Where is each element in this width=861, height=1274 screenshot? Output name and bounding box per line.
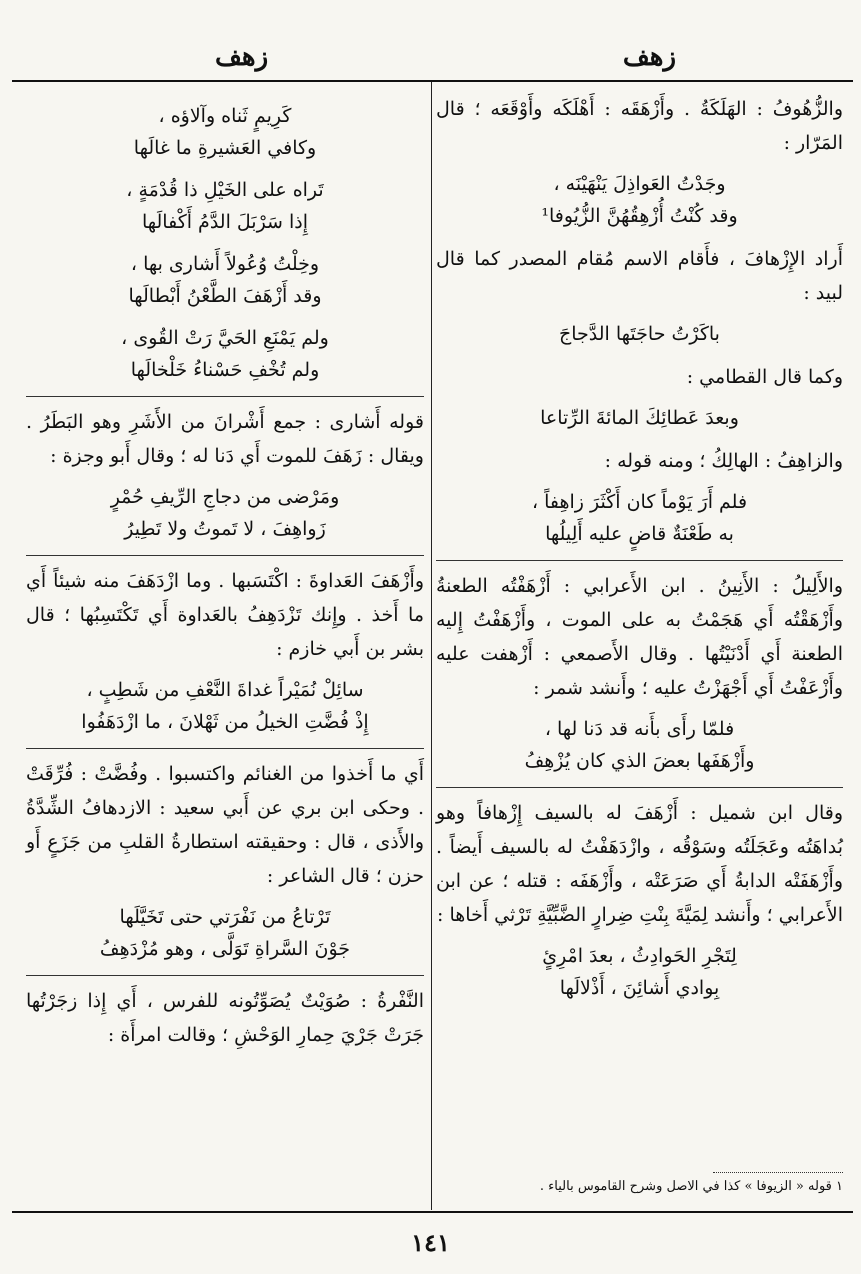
verse: [26, 674, 424, 738]
verse: [436, 713, 843, 777]
verse-line: ولم تُخْفِ حَسْناءُ خَلْخالَها: [130, 359, 320, 381]
verse-line: جَوْنَ السَّراةِ تَوَلَّى ، وهو مُزْدَهِفُ: [99, 938, 351, 960]
footnote: ١ قوله « الزيوفا » كذا في الاصل وشرح القاموس بالياء .: [539, 1179, 843, 1194]
paragraph: وأَزْهَفَ العَداوةَ : اكْتَسَبها . وما ازْدَهَفَ منه شيئاً أَي ما أَخذ . وإِنك تَزْدَهِفُ بالعَداوة أَي تَكْتَسِبُها ؛ قال بشر بن أَبي خازم :: [26, 570, 424, 660]
verse-line: وبعدَ عَطائِكَ المائةَ الرِّتاعا: [540, 407, 739, 429]
verse-line: فلم أَرَ يَوْماً كان أَكْثَرَ زاهِفاً ،: [531, 491, 748, 513]
section: [26, 748, 424, 893]
page-number: ١٤١: [411, 1228, 450, 1257]
right-column: [436, 92, 843, 1014]
paragraph: أَي ما أَخذوا من الغنائم واكتسبوا . وفُضَّتْ : فُرِّقَتْ . وحكى ابن بري عن أَبي سعيد : الازدهافُ الشِّدَّةُ والأَذى ، قال : وحقيقته استطارةُ القلبِ من جَزَعٍ أَو حزن ؛ قال الشاعر :: [26, 763, 424, 887]
column-divider: [431, 82, 432, 1210]
verse-line: وجَدْتُ العَواذِلَ يَنْهَيْنَه ،: [553, 173, 726, 195]
verse: [436, 940, 843, 1004]
paragraph: قوله أَشارى : جمع أَشْرانَ من الأَشَرِ وهو البَطَرُ . ويقال : زَهَفَ للموت أَي دَنا له ؛ وقال أَبو وجزة :: [26, 411, 424, 467]
verse: [436, 486, 843, 550]
section: [26, 975, 424, 1052]
section: [436, 560, 843, 705]
paragraph: وكما قال القطامي :: [686, 366, 843, 388]
top-rule: [12, 80, 853, 82]
paragraph: والأَلِيلُ : الأَنِينُ . ابن الأَعرابي : أَزْهَفْتُه الطعنةُ وأَزْهَقْتُه أَي هَجَمْتُ به على الموت ، وأَزْهَفْتُ إِليه الطعنة أَي أَدْنَيْتُها . وقال الأَصمعي : أَزْهفت عليه وأَزْعَفْتُ أَي أَجْهَزْتُ عليه ؛ وأَنشد شمر :: [436, 575, 843, 699]
verse-line: ومَرْضى من دجاجِ الرِّيفِ حُمْرٍ: [110, 486, 340, 508]
verse-line: زَواهِفَ ، لا تَموتُ ولا تَطِيرُ: [124, 518, 326, 540]
verse-line: إِذا سَرْبَلَ الدَّمُ أَكْفالَها: [141, 211, 309, 233]
verse: [26, 100, 424, 164]
header-left-word: زهف: [215, 42, 269, 72]
paragraph: أَراد الإِزْهافَ ، فأَقام الاسم مُقام المصدر كما قال لبيد :: [436, 248, 843, 304]
verse-line: وقد كُنْتُ أُزْهِقُهُنَّ الزُّيُوفا¹: [541, 205, 738, 227]
paragraph: النَّفْرةُ : صُوَيْتٌ يُصَوِّتُونه للفرس ، أَي إِذا زجَرْتُها جَرَتْ جَرْيَ حِمارِ الوَحْشِ ؛ وقالت امرأَة :: [26, 990, 424, 1046]
paragraph: وقال ابن شميل : أَزْهَفَ له بالسيف إِزْهافاً وهو بُداهَتُه وعَجَلَتُه وسَوْقُه ، وازْدَهَفْتُ له بالسيف أَيضاً . وأَزْهَفَتْه الدابةُ أَي صَرَعَتْه ، وأَزْهَفَه : قتله ؛ عن ابن الأَعرابي ؛ وأَنشد لِمَيَّةَ بِنْتِ ضِرارٍ الضَّبِّيَّةِ تَرْثي أَخاها :: [436, 802, 843, 926]
paragraph: والزاهِفُ : الهالِكُ ؛ ومنه قوله :: [604, 450, 843, 472]
verse-line: وكافي العَشيرةِ ما غالَها: [133, 137, 317, 159]
verse-line: لِتَجْرِ الحَوادِثُ ، بعدَ امْرِئٍ: [542, 945, 737, 967]
verse-line: فلمّا رأَى بأَنه قد دَنا لها ،: [544, 718, 735, 740]
verse: [26, 322, 424, 386]
verse-line: تَرْتاعُ من نَفْرَتي حتى تَخَيَّلَها: [119, 906, 331, 928]
verse-line: بِوادي أَشائِنَ ، أَذْلالَها: [559, 977, 720, 999]
header-right-word: زهف: [622, 42, 676, 72]
verse-line: سائِلْ نُمَيْراً غداةَ النَّعْفِ من شَطِبٍ ،: [86, 679, 364, 701]
verse-line: وخِلْتُ وُعُولاً أَشارى بها ،: [130, 253, 320, 275]
verse: [436, 168, 843, 232]
paragraph: والزُّهُوفُ : الهَلَكَةُ . وأَزْهَقَه : أَهْلَكَه وأَوْقَعَه ؛ قال المَرّار :: [436, 98, 843, 154]
verse-line: إِذْ فُضَّتِ الخيلُ من ثَهْلانَ ، ما ازْدَهَفُوا: [81, 711, 369, 733]
verse-line: تَراه على الخَيْلِ ذا قُدْمَةٍ ،: [126, 179, 324, 201]
section: [26, 396, 424, 473]
verse: [436, 402, 843, 434]
footnote-rule: [713, 1172, 843, 1173]
verse-line: كَرِيمٍ ثَناه وآلاؤه ،: [158, 105, 292, 127]
verse: [26, 901, 424, 965]
verse-line: وأَزْهَفَها بعضَ الذي كان يُزْهِفُ: [524, 750, 755, 772]
bottom-rule: [12, 1211, 853, 1213]
verse-line: وقد أَزْهَفَ الطَّعْنُ أَبْطالَها: [128, 285, 322, 307]
verse-line: باكَرْتُ حاجَتَها الدَّجاجَ: [559, 323, 720, 345]
section: [26, 555, 424, 666]
verse-line: به طَعْنَةٌ قاضٍ عليه أَلِيلُها: [545, 523, 734, 545]
verse: [26, 248, 424, 312]
verse: [436, 318, 843, 350]
verse: [26, 481, 424, 545]
verse: [26, 174, 424, 238]
verse-line: ولم يَمْنَعِ الحَيَّ رَتْ القُوى ،: [121, 327, 329, 349]
left-column: [26, 92, 424, 1052]
section: [436, 787, 843, 932]
